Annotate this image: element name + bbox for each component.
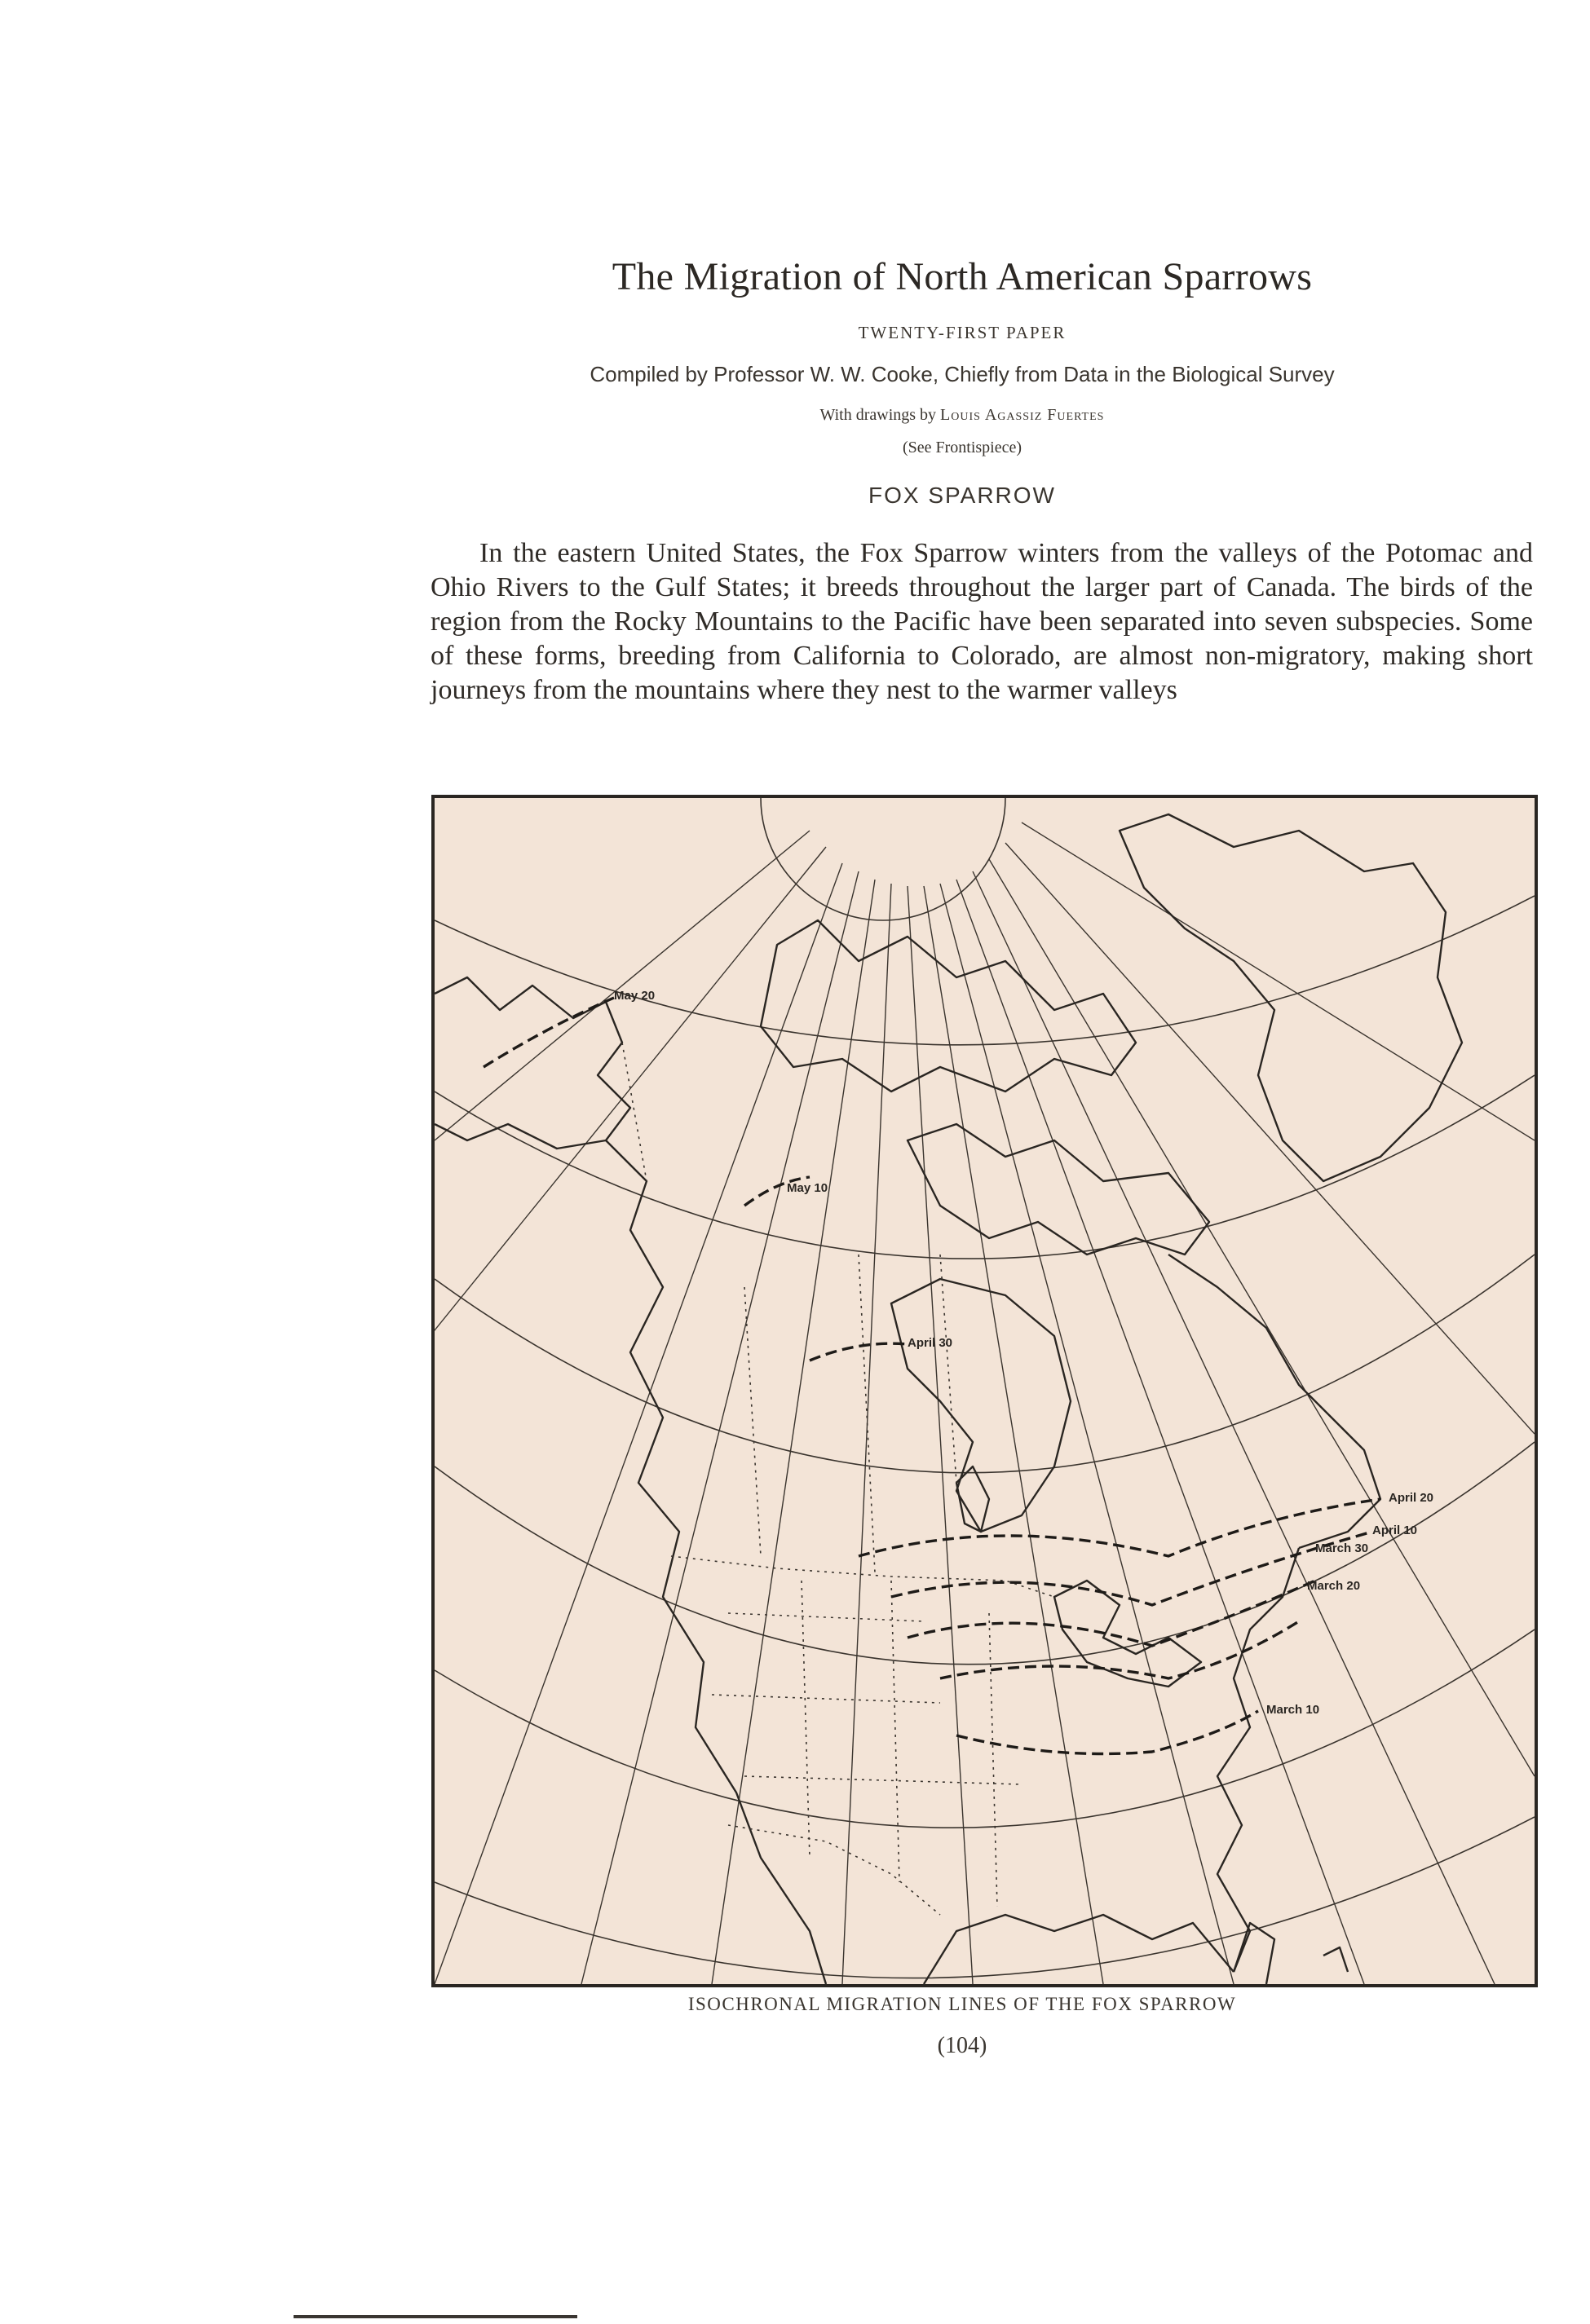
state-line bbox=[728, 1613, 924, 1621]
meridian-line bbox=[924, 886, 1103, 1984]
florida bbox=[1234, 1923, 1274, 1984]
pacific-coast bbox=[606, 1140, 826, 1984]
greenland bbox=[1120, 814, 1462, 1181]
state-line bbox=[712, 1695, 940, 1703]
parallel-arc bbox=[435, 1075, 1535, 1259]
body-paragraph bbox=[431, 536, 1533, 708]
isochrone-label-april-20: April 20 bbox=[1389, 1491, 1434, 1505]
drawings-prefix: With drawings by bbox=[819, 406, 941, 424]
drawings-credit bbox=[432, 406, 1492, 425]
isochrone-label-may-10: May 10 bbox=[787, 1181, 828, 1195]
map-meridians bbox=[435, 822, 1535, 1984]
isochrone-label-march-20: March 20 bbox=[1307, 1579, 1361, 1593]
meridian-line bbox=[1022, 822, 1535, 1140]
arctic-islands bbox=[761, 920, 1136, 1091]
parallel-arc bbox=[435, 1442, 1535, 1665]
article-title: The Migration of North American Sparrows bbox=[612, 255, 1313, 298]
state-line bbox=[744, 1776, 1022, 1784]
series-label: TWENTY-FIRST PAPER bbox=[858, 323, 1067, 342]
map-boundaries bbox=[622, 1043, 1054, 1915]
isochrone-label-march-10: March 10 bbox=[1266, 1703, 1320, 1717]
meridian-line bbox=[435, 831, 810, 1140]
map-caption: ISOCHRONAL MIGRATION LINES OF THE FOX SPARROW bbox=[687, 1994, 1237, 2014]
isochrone-march-20 bbox=[940, 1621, 1299, 1678]
province-line bbox=[940, 1255, 956, 1483]
arctic-islands-2 bbox=[908, 1124, 1209, 1255]
map-drawing bbox=[435, 798, 1535, 1984]
parallel-arc bbox=[435, 1629, 1535, 1828]
meridian-line bbox=[973, 871, 1495, 1984]
hudson-bay bbox=[891, 1279, 1071, 1532]
compiled-by-line: Compiled by Professor W. W. Cooke, Chiefly from Data in the Biological Survey bbox=[590, 362, 1335, 386]
section-heading: FOX SPARROW bbox=[868, 483, 1056, 508]
meridian-line bbox=[956, 880, 1364, 1984]
province-line bbox=[744, 1287, 761, 1556]
migration-map bbox=[431, 795, 1538, 1987]
bahamas bbox=[1323, 1947, 1348, 1972]
meridian-line bbox=[989, 859, 1535, 1776]
parallel-arc bbox=[435, 1255, 1535, 1473]
frontispiece-note: (See Frontispiece) bbox=[902, 439, 1022, 456]
meridian-line bbox=[435, 847, 826, 1532]
isochrone-label-march-30: March 30 bbox=[1315, 1541, 1369, 1555]
state-line bbox=[802, 1581, 810, 1858]
footer-rule bbox=[294, 2315, 577, 2318]
isochrone-label-may-20: May 20 bbox=[614, 989, 656, 1003]
drawings-artist: Louis Agassiz Fuertes bbox=[940, 406, 1105, 424]
meridian-line bbox=[908, 886, 973, 1984]
parallel-arc bbox=[435, 896, 1535, 1045]
atlantic-coast bbox=[1217, 1548, 1299, 1972]
page-number: (104) bbox=[937, 2033, 987, 2058]
isochrone-april-30 bbox=[810, 1343, 908, 1360]
meridian-line bbox=[712, 880, 875, 1984]
map-parallels bbox=[435, 798, 1535, 1978]
isochrone-label-april-30: April 30 bbox=[908, 1336, 953, 1350]
meridian-line bbox=[435, 863, 842, 1984]
pole-circle bbox=[761, 798, 1005, 920]
isochrone-march-30 bbox=[908, 1581, 1315, 1646]
isochrone-march-10 bbox=[956, 1711, 1258, 1754]
meridian-line bbox=[1005, 843, 1535, 1434]
isochrone-label-april-10: April 10 bbox=[1372, 1524, 1418, 1537]
canada-us-border bbox=[671, 1556, 1054, 1597]
state-line bbox=[989, 1613, 997, 1907]
paragraph-text: In the eastern United States, the Fox Sparrow winters from the valleys of the Potomac and Ohio Rivers to the Gulf States; it breeds throughout the larger part of Canada. The birds of the region from the Rocky Mountains to the Pacific have been separated into seven subspecies. Some of these forms, breeding from California to Colorado, are almost non-migratory, making short journeys from the mountains where they nest to the warmer valleys bbox=[431, 538, 1533, 705]
parallel-arc bbox=[435, 1817, 1535, 1978]
state-line bbox=[891, 1581, 899, 1882]
mexico-border bbox=[728, 1825, 940, 1915]
